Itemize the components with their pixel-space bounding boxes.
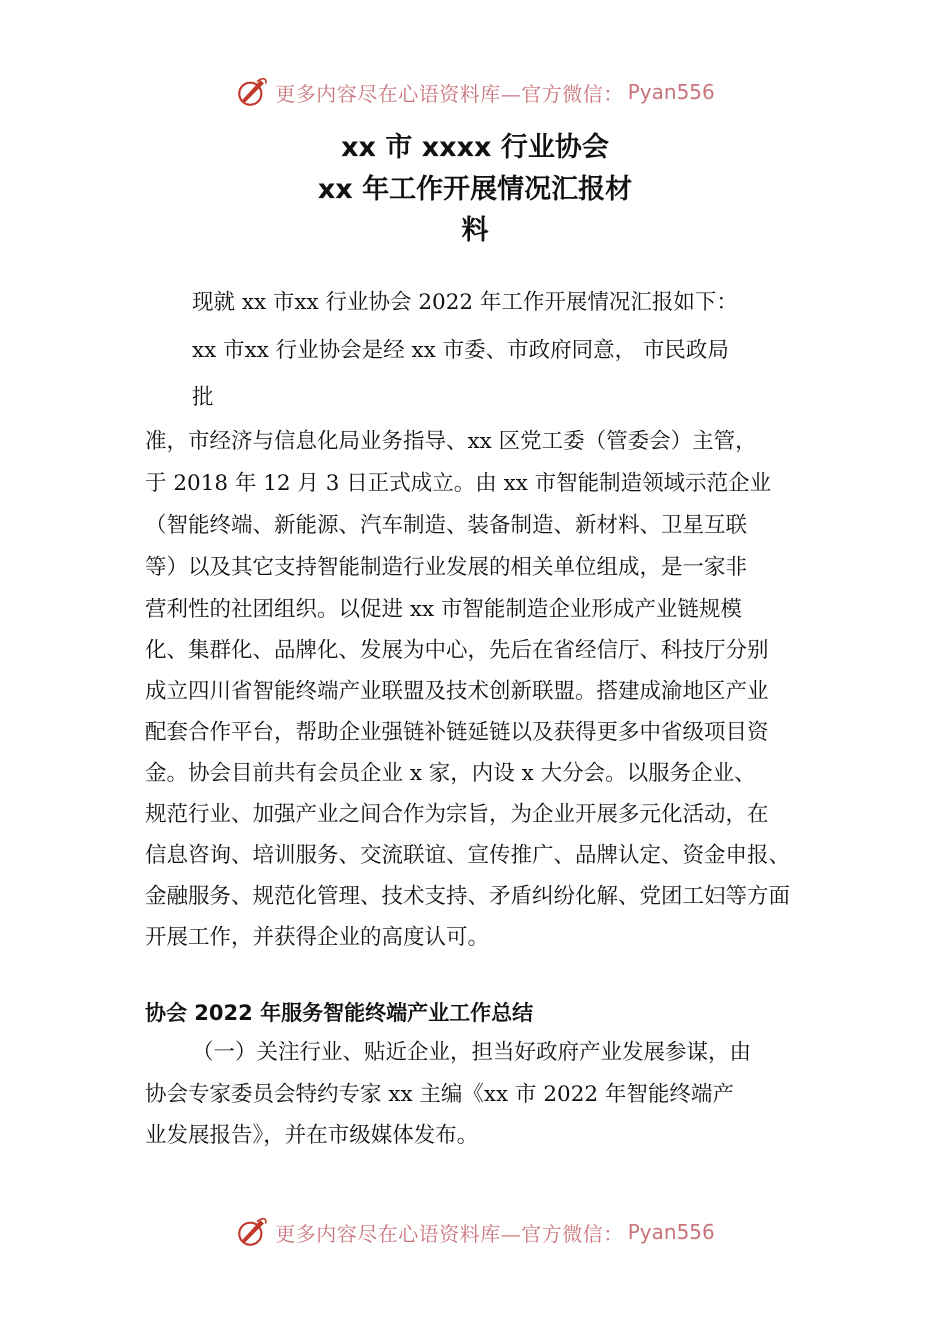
body-line: 金。协会目前共有会员企业 x 家，内设 x 大分会。以服务企业、 (145, 761, 756, 786)
body-line: 信息咨询、培训服务、交流联谊、宣传推广、品牌认定、资金申报、 (145, 843, 791, 868)
watermark-text: 更多内容尽在心语资料库—官方微信： (275, 1221, 624, 1246)
body-line: 规范行业、加强产业之间合作为宗旨，为企业开展多元化活动，在 (145, 802, 769, 827)
section-heading: 协会 2022 年服务智能终端产业工作总结 (145, 1001, 534, 1025)
body-line: 现就 xx 市xx 行业协会 2022 年工作开展情况汇报如下： (192, 290, 738, 315)
body-line: 准，市经济与信息化局业务指导、xx 区党工委（管委会）主管， (145, 429, 757, 454)
body-line: （智能终端、新能源、汽车制造、装备制造、新材料、卫星互联 (145, 513, 748, 538)
watermark-wechat-id: Pyan556 (627, 1220, 715, 1244)
body-line: xx 市xx 行业协会是经 xx 市委、市政府同意， 市民政局 (192, 338, 729, 363)
body-line: 于 2018 年 12 月 3 日正式成立。由 xx 市智能制造领域示范企业 (145, 471, 772, 496)
section-line: 协会专家委员会特约专家 xx 主编《xx 市 2022 年智能终端产 (145, 1082, 734, 1107)
body-line: 配套合作平台，帮助企业强链补链延链以及获得更多中省级项目资 (145, 720, 769, 745)
quill-logo-icon (235, 75, 269, 109)
document-title-line3: 料 (461, 215, 489, 246)
watermark-banner-top (0, 72, 950, 112)
watermark-banner-bottom (0, 1212, 950, 1252)
section-line: （一）关注行业、贴近企业，担当好政府产业发展参谋，由 (192, 1040, 752, 1065)
watermark-text: 更多内容尽在心语资料库—官方微信： (275, 81, 624, 106)
body-line: 化、集群化、品牌化、发展为中心，先后在省经信厅、科技厅分别 (145, 638, 769, 663)
document-title-line1: xx 市 xxxx 行业协会 (341, 132, 609, 163)
body-line: 金融服务、规范化管理、技术支持、矛盾纠纷化解、党团工妇等方面 (145, 884, 791, 909)
watermark-wechat-id: Pyan556 (627, 80, 715, 104)
section-line: 业发展报告》，并在市级媒体发布。 (145, 1123, 479, 1148)
document-title-line2: xx 年工作开展情况汇报材 (317, 174, 633, 205)
body-line: 成立四川省智能终端产业联盟及技术创新联盟。搭建成渝地区产业 (145, 679, 769, 704)
body-line: 批 (192, 385, 214, 410)
body-line: 等）以及其它支持智能制造行业发展的相关单位组成，是一家非 (145, 555, 748, 580)
quill-logo-icon (235, 1215, 269, 1249)
body-line: 营利性的社团组织。以促进 xx 市智能制造企业形成产业链规模 (145, 597, 742, 622)
body-line: 开展工作，并获得企业的高度认可。 (145, 925, 490, 950)
